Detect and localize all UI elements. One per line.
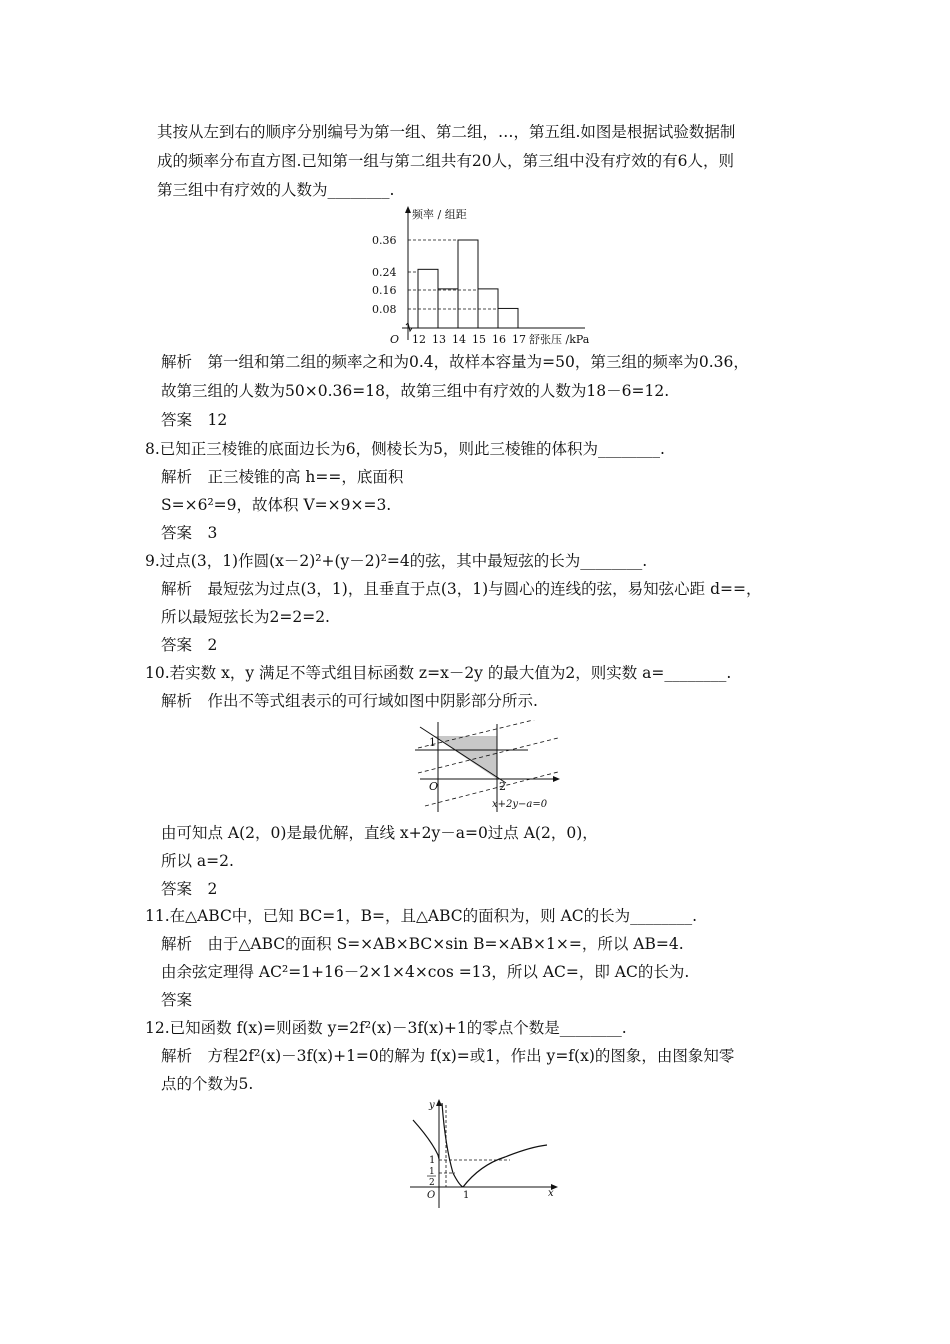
- text-line: S=×6²=9，故体积 V=×9×=3.: [161, 496, 392, 514]
- text-line: 点的个数为5.: [161, 1075, 254, 1093]
- text-line: 所以 a=2.: [161, 852, 234, 870]
- bar-16-17: [498, 308, 518, 328]
- question-line: 8.已知正三棱锥的底面边长为6，侧棱长为5，则此三棱锥的体积为________.: [145, 440, 665, 458]
- x-tick-one: 1: [463, 1190, 470, 1201]
- text-line: 由可知点 A(2，0)是最优解，直线 x+2y－a=0过点 A(2，0)，: [161, 824, 598, 842]
- x-tick-label: 14: [452, 333, 466, 346]
- x-axis-label: x: [548, 1188, 554, 1199]
- y-tick-label: 0.24: [372, 266, 397, 279]
- y-tick-label: 0.08: [372, 303, 397, 316]
- bar-14-15: [458, 240, 478, 328]
- y-axis-label: y: [429, 1100, 435, 1111]
- label-one: 1: [429, 736, 436, 749]
- text-line: 第三组中有疗效的人数为________.: [157, 181, 395, 199]
- x-tick-label: 16: [492, 333, 506, 346]
- text-line: 解析 由于△ABC的面积 S=×AB×BC×sin B=×AB×1×=，所以 AB=4.: [161, 935, 684, 953]
- answer-line: 答案 3: [161, 524, 218, 542]
- label-two: 2: [499, 780, 506, 793]
- origin-label: O: [429, 780, 439, 793]
- curve-right: [463, 1145, 547, 1187]
- y-tick-label: 0.36: [372, 234, 397, 247]
- x-tick-label: 15: [472, 333, 486, 346]
- answer-line: 答案 2: [161, 636, 218, 654]
- histogram-figure: [370, 200, 600, 348]
- feasible-region-figure: [410, 720, 565, 814]
- y-axis-label: 频率 / 组距: [412, 208, 467, 221]
- text-line: 解析 第一组和第二组的频率之和为0.4，故样本容量为=50，第三组的频率为0.36，: [161, 353, 749, 371]
- shaded-region: [433, 736, 497, 779]
- origin-label: O: [390, 333, 400, 346]
- answer-line: 答案 12: [161, 411, 228, 429]
- question-line: 10.若实数 x，y 满足不等式组目标函数 z=x－2y 的最大值为2，则实数 a=________.: [145, 664, 732, 682]
- x-tick-label: 17: [512, 333, 526, 346]
- question-line: 12.已知函数 f(x)=则函数 y=2f²(x)－3f(x)+1的零点个数是________.: [145, 1019, 627, 1037]
- y-tick-one: 1: [429, 1155, 436, 1166]
- y-tick-label: 0.16: [372, 284, 397, 297]
- text-line: 解析 正三棱锥的高 h==，底面积: [161, 468, 404, 486]
- question-line: 11.在△ABC中，已知 BC=1，B=，且△ABC的面积为，则 AC的长为________.: [145, 907, 698, 925]
- half-numerator: 1: [429, 1167, 435, 1177]
- x-tick-label: 12: [412, 333, 426, 346]
- text-line: 解析 最短弦为过点(3，1)，且垂直于点(3，1)与圆心的连线的弦，易知弦心距 d==，: [161, 580, 762, 598]
- text-line: 故第三组的人数为50×0.36=18，故第三组中有疗效的人数为18－6=12.: [161, 382, 670, 400]
- bar-12-13: [418, 269, 438, 328]
- curve-middle: [442, 1103, 463, 1187]
- text-line: 成的频率分布直方图.已知第一组与第二组共有20人，第三组中没有疗效的有6人，则: [157, 152, 735, 170]
- histogram-bars: [418, 240, 518, 328]
- text-line: 由余弦定理得 AC²=1+16－2×1×4×cos =13，所以 AC=，即 AC的长为.: [161, 963, 690, 981]
- answer-line: 答案: [161, 991, 193, 1009]
- curve-left: [413, 1120, 439, 1159]
- bar-15-16: [478, 289, 498, 328]
- x-axis-label: 舒张压 /kPa: [529, 333, 590, 346]
- question-line: 9.过点(3，1)作圆(x－2)²+(y－2)²=4的弦，其中最短弦的长为________.: [145, 552, 648, 570]
- text-line: 解析 方程2f²(x)－3f(x)+1=0的解为 f(x)=或1，作出 y=f(x)的图象，由图象知零: [161, 1047, 735, 1065]
- line-label: x+2y−a=0: [492, 799, 548, 810]
- text-line: 解析 作出不等式组表示的可行域如图中阴影部分所示.: [161, 692, 538, 710]
- origin-label: O: [427, 1190, 436, 1201]
- answer-line: 答案 2: [161, 880, 218, 898]
- function-graph-figure: [405, 1095, 565, 1210]
- bar-13-14: [438, 289, 458, 328]
- text-line: 其按从左到右的顺序分别编号为第一组、第二组，…，第五组.如图是根据试验数据制: [157, 123, 736, 141]
- text-line: 所以最短弦长为2=2=2.: [161, 608, 330, 626]
- x-tick-label: 13: [432, 333, 446, 346]
- half-denominator: 2: [429, 1178, 435, 1188]
